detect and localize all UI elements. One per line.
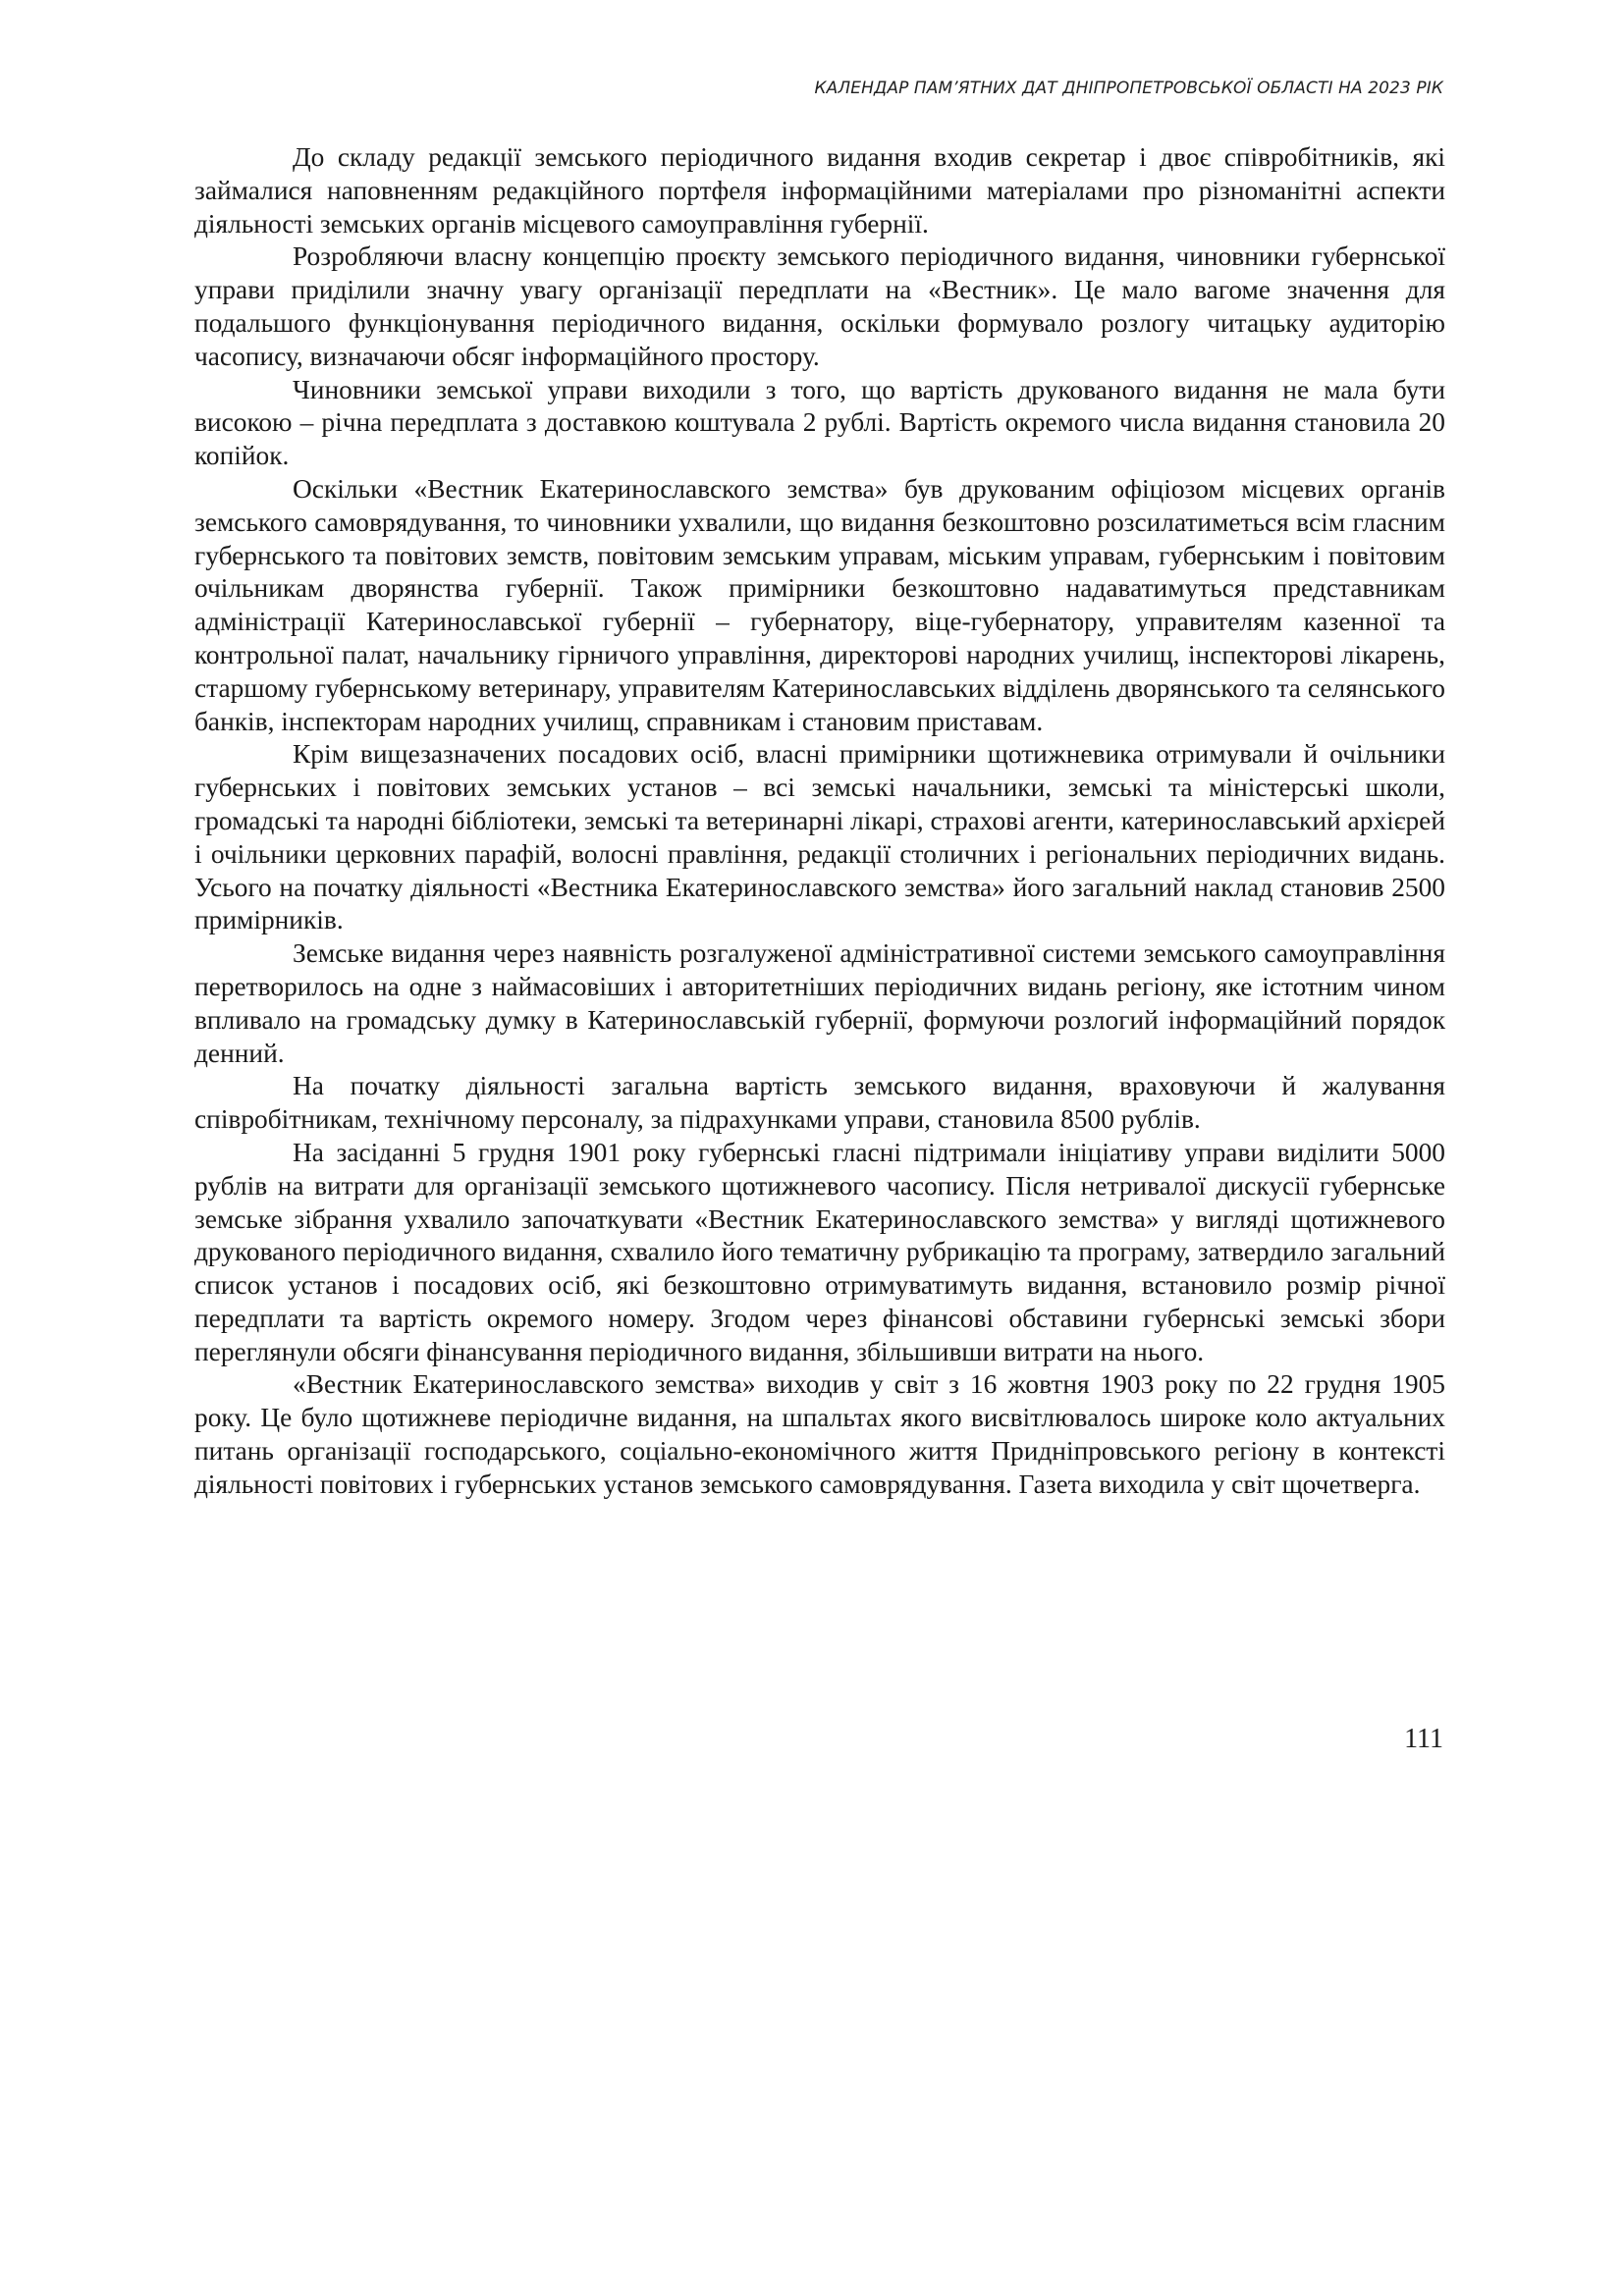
paragraph: «Вестник Екатеринославского земства» виходив у світ з 16 жовтня 1903 року по 22 грудня 1905 року. Це було щотижневе періодичне видання, на шпальтах якого висвітлювалось широке коло актуальних питань організації господарського, соціально-економічного життя Придніпровського регіону в контексті діяльності повітових і губернських установ земського самоврядування. Газета виходила у світ щочетверга. [194,1369,1445,1499]
paragraph: Крім вищезазначених посадових осіб, власні примірники щотижневика отримували й очільники губернських і повітових земських установ – всі земські начальники, земські та міністерські школи, громадські та народні бібліотеки, земські та ветеринарні лікарі, страхові агенти, катеринославський архієрей і очільники церковних парафій, волосні правління, редакції столичних і регіональних періодичних видань. Усього на початку діяльності «Вестника Екатеринославского земства» його загальний наклад становив 2500 примірників. [194,739,1445,935]
running-header: КАЛЕНДАР ПАМ’ЯТНИХ ДАТ ДНІПРОПЕТРОВСЬКОЇ ОБЛАСТІ НА 2023 РІК [814,79,1443,98]
paragraph: До складу редакції земського періодичного видання входив секретар і двоє співробітників, які займалися наповненням редакційного портфеля інформаційними матеріалами про різноманітні аспекти діяльності земських органів місцевого самоуправління губернії. [194,142,1445,239]
paragraph: На засіданні 5 грудня 1901 року губернські гласні підтримали ініціативу управи виділити 5000 рублів на витрати для організації земського щотижневого часопису. Після нетривалої дискусії губернське земське зібрання ухвалило започаткувати «Вестник Екатеринославского земства» у вигляді щотижневого друкованого періодичного видання, схвалило його тематичну рубрикацію та програму, затвердило загальний список установ і посадових осіб, які безкоштовно отримуватимуть видання, встановило розмір річної передплати та вартість окремого номеру. Згодом через фінансові обставини губернські земські збори переглянули обсяги фінансування періодичного видання, збільшивши витрати на нього. [194,1137,1445,1366]
paragraph: Розробляючи власну концепцію проєкту земського періодичного видання, чиновники губернської управи приділили значну увагу організації передплати на «Вестник». Це мало вагоме значення для подальшого функціонування періодичного видання, оскільки формувало розлогу читацьку аудиторію часопису, визначаючи обсяг інформаційного простору. [194,241,1445,371]
paragraph: Чиновники земської управи виходили з того, що вартість друкованого видання не мала бути високою – річна передплата з доставкою коштувала 2 рублі. Вартість окремого числа видання становила 20 копійок. [194,374,1445,471]
paragraph: Земське видання через наявність розгалуженої адміністративної системи земського самоуправління перетворилось на одне з наймасовіших і авторитетніших періодичних видань регіону, яке істотним чином впливало на громадську думку в Катеринославській губернії, формуючи розлогий інформаційний порядок денний. [194,938,1445,1068]
page-number: 111 [1404,1724,1443,1754]
paragraph: На початку діяльності загальна вартість земського видання, враховуючи й жалування співробітникам, технічному персоналу, за підрахунками управи, становила 8500 рублів. [194,1071,1445,1135]
paragraph: Оскільки «Вестник Екатеринославского земства» був друкованим офіціозом місцевих органів земського самоврядування, то чиновники ухвалили, що видання безкоштовно розсилатиметься всім гласним губернського та повітових земств, повітовим земським управам, міським управам, губернським і повітовим очільникам дворянства губернії. Також примірники безкоштовно надаватимуться представникам адміністрації Катеринославської губернії – губернатору, віце-губернатору, управителям казенної та контрольної палат, начальнику гірничого управління, директорові народних училищ, інспекторові лікарень, старшому губернському ветеринару, управителям Катеринославських відділень дворянського та селянського банків, інспекторам народних училищ, справникам і становим приставам. [194,473,1445,736]
body-text [194,141,1445,1502]
